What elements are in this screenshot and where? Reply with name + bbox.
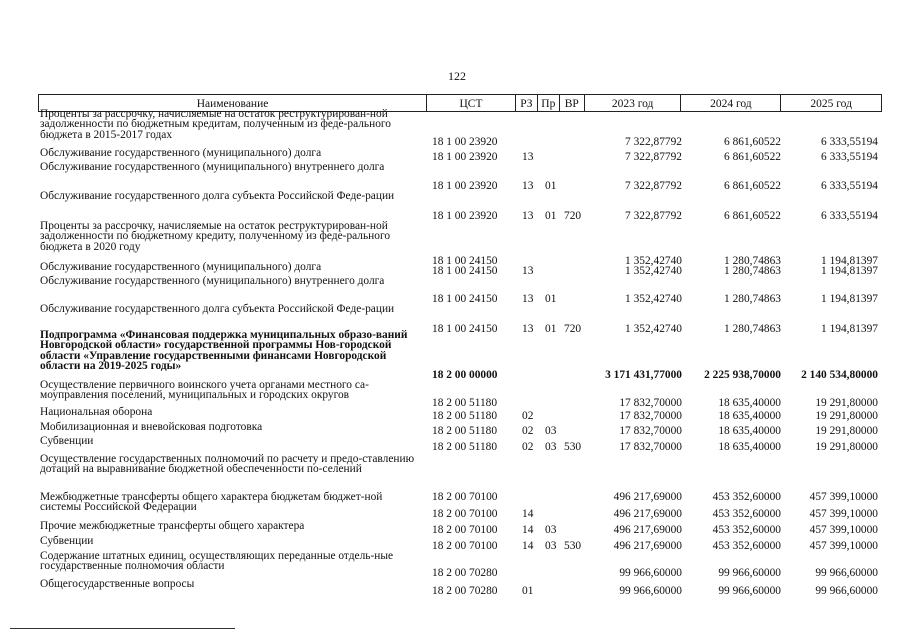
cell-y2025: 1 194,81397 (821, 254, 878, 267)
row-name: Обслуживание государственного (муниципального) долга (40, 261, 322, 273)
cell-y2025: 19 291,80000 (815, 424, 878, 437)
cell-cst: 18 1 00 24150 (432, 322, 498, 335)
cell-y2023: 496 217,69000 (613, 507, 682, 520)
cell-cst: 18 2 00 70280 (432, 584, 498, 597)
cell-y2024: 6 861,60522 (724, 135, 781, 148)
table-row (38, 492, 882, 519)
cell-rz: 13 (522, 150, 534, 163)
cell-rz: 01 (522, 584, 534, 597)
cell-vr: 530 (564, 539, 582, 552)
cell-y2025: 1 194,81397 (821, 264, 878, 277)
cell-rz: 13 (522, 292, 534, 305)
cell-y2025: 19 291,80000 (815, 396, 878, 409)
table-row (38, 521, 882, 535)
cell-y2023: 1 352,42740 (625, 322, 682, 335)
header-pr: Пр (538, 95, 560, 111)
row-name: Общегосударственные вопросы (40, 578, 195, 590)
page-number: 122 (448, 69, 466, 83)
cell-y2023: 496 217,69000 (613, 539, 682, 552)
cell-cst: 18 2 00 51180 (432, 396, 498, 409)
cell-y2024: 453 352,60000 (712, 523, 781, 536)
row-name: Прочие межбюджетные трансферты общего характера (40, 520, 305, 532)
cell-y2024: 453 352,60000 (712, 507, 781, 520)
cell-vr: 720 (564, 322, 582, 335)
row-name: Субвенции (40, 435, 94, 447)
cell-cst: 18 1 00 23920 (432, 150, 498, 163)
cell-cst: 18 2 00 70100 (432, 507, 498, 520)
cell-y2024: 6 861,60522 (724, 209, 781, 222)
cell-rz: 14 (522, 507, 534, 520)
row-name: Межбюджетные трансферты общего характера бюджетам бюджет-ной системы Российской Федерации (40, 491, 383, 514)
cell-rz: 02 (522, 409, 534, 422)
cell-y2025: 6 333,55194 (821, 150, 878, 163)
cell-y2025: 2 140 534,80000 (801, 368, 878, 381)
budget-table (38, 94, 882, 597)
cell-y2024: 6 861,60522 (724, 179, 781, 192)
cell-rz: 14 (522, 523, 534, 536)
cell-y2025: 457 399,10000 (809, 490, 878, 503)
cell-y2023: 7 322,87792 (625, 179, 682, 192)
cell-pr: 03 (545, 523, 557, 536)
cell-y2023: 7 322,87792 (625, 209, 682, 222)
row-name: Осуществление первичного воинского учета органами местного са-моуправления поселений, муниципальных и городских округов (40, 379, 369, 402)
cell-cst: 18 1 00 24150 (432, 264, 498, 277)
cell-cst: 18 2 00 51180 (432, 440, 498, 453)
header-rz: РЗ (516, 95, 538, 111)
cell-y2024: 1 280,74863 (724, 264, 781, 277)
cell-y2024: 1 280,74863 (724, 292, 781, 305)
cell-y2025: 19 291,80000 (815, 409, 878, 422)
cell-cst: 18 2 00 70100 (432, 539, 498, 552)
cell-pr: 01 (545, 322, 557, 335)
cell-rz: 13 (522, 209, 534, 222)
row-name: Обслуживание государственного долга субъекта Российской Феде-рации (40, 303, 395, 315)
cell-y2025: 6 333,55194 (821, 179, 878, 192)
cell-y2023: 7 322,87792 (625, 135, 682, 148)
cell-y2023: 496 217,69000 (613, 490, 682, 503)
row-name: Проценты за рассрочку, начисляемые на остаток реструктурирован-ной задолженности по бюджетному кредиту, полученному из феде-рального бюджета в 2020 году (40, 220, 391, 253)
cell-rz: 02 (522, 440, 534, 453)
cell-y2024: 18 635,40000 (718, 440, 781, 453)
cell-y2025: 1 194,81397 (821, 292, 878, 305)
cell-cst: 18 2 00 51180 (432, 409, 498, 422)
row-name: Обслуживание государственного (муниципального) долга (40, 147, 322, 159)
table-row (38, 330, 882, 380)
cell-rz: 13 (522, 322, 534, 335)
cell-rz: 14 (522, 539, 534, 552)
cell-y2024: 18 635,40000 (718, 424, 781, 437)
cell-y2024: 453 352,60000 (712, 490, 781, 503)
cell-cst: 18 1 00 24150 (432, 292, 498, 305)
row-name: Осуществление государственных полномочий по расчету и предо-ставлению дотаций на выравнивание бюджетной обеспеченности по-селений (40, 453, 415, 476)
row-name: Национальная оборона (40, 406, 153, 418)
header-name: Наименование (39, 95, 427, 111)
cell-y2024: 18 635,40000 (718, 396, 781, 409)
cell-y2023: 1 352,42740 (625, 254, 682, 267)
cell-rz: 02 (522, 424, 534, 437)
header-cst: ЦСТ (427, 95, 516, 111)
table-row (38, 262, 882, 276)
row-name: Содержание штатных единиц, осуществляющих переданные отдель-ные государственные полномочия области (40, 550, 394, 573)
row-name: Субвенции (40, 535, 94, 547)
cell-y2025: 19 291,80000 (815, 440, 878, 453)
table-row (38, 579, 882, 596)
table-row (38, 407, 882, 421)
header-2023: 2023 год (585, 95, 682, 111)
cell-y2024: 1 280,74863 (724, 254, 781, 267)
table-row (38, 436, 882, 452)
table-row (38, 380, 882, 408)
cell-y2023: 99 966,60000 (619, 566, 682, 579)
cell-pr: 01 (545, 209, 557, 222)
row-name: Обслуживание государственного (муниципального) внутреннего долга (40, 161, 385, 173)
cell-y2024: 453 352,60000 (712, 539, 781, 552)
cell-y2025: 457 399,10000 (809, 507, 878, 520)
table-row (38, 109, 882, 147)
cell-y2023: 17 832,70000 (619, 440, 682, 453)
row-name: Обслуживание государственного долга субъекта Российской Феде-рации (40, 190, 395, 202)
cell-cst: 18 2 00 00000 (432, 368, 498, 381)
cell-y2024: 18 635,40000 (718, 409, 781, 422)
cell-y2023: 99 966,60000 (619, 584, 682, 597)
table-row (38, 148, 882, 162)
row-name: Мобилизационная и вневойсковая подготовка (40, 421, 263, 433)
cell-y2024: 2 225 938,70000 (704, 368, 781, 381)
row-name: Подпрограмма «Финансовая поддержка муниципальных образо-ваний Новгородской области» государственной программы Нов-городской области «Управление государственными финансами Новгородской области на 2019-2025 годы» (40, 329, 408, 373)
cell-y2023: 17 832,70000 (619, 424, 682, 437)
cell-y2025: 6 333,55194 (821, 135, 878, 148)
cell-y2023: 496 217,69000 (613, 523, 682, 536)
row-name: Обслуживание государственного (муниципального) внутреннего долга (40, 275, 385, 287)
header-2024: 2024 год (681, 95, 781, 111)
cell-y2024: 99 966,60000 (718, 584, 781, 597)
footnote-divider (10, 628, 235, 629)
cell-y2023: 7 322,87792 (625, 150, 682, 163)
cell-pr: 03 (545, 424, 557, 437)
cell-vr: 530 (564, 440, 582, 453)
cell-y2025: 99 966,60000 (815, 584, 878, 597)
cell-cst: 18 2 00 70280 (432, 566, 498, 579)
cell-rz: 13 (522, 264, 534, 277)
cell-y2024: 99 966,60000 (718, 566, 781, 579)
cell-y2025: 457 399,10000 (809, 523, 878, 536)
row-name: Проценты за рассрочку, начисляемые на остаток реструктурирован-ной задолженности по бюджетным кредитам, полученным из феде-рального бюджета в 2015-2017 годах (40, 108, 392, 141)
cell-vr: 720 (564, 209, 582, 222)
table-row (38, 191, 882, 221)
table-row (38, 162, 882, 191)
cell-y2023: 1 352,42740 (625, 264, 682, 277)
cell-y2023: 1 352,42740 (625, 292, 682, 305)
cell-cst: 18 2 00 51180 (432, 424, 498, 437)
cell-cst: 18 1 00 23920 (432, 135, 498, 148)
header-2025: 2025 год (810, 98, 852, 110)
cell-y2024: 6 861,60522 (724, 150, 781, 163)
table-row (38, 551, 882, 578)
cell-cst: 18 2 00 70100 (432, 523, 498, 536)
cell-cst: 18 1 00 23920 (432, 179, 498, 192)
header-vr: ВР (560, 95, 585, 111)
cell-y2025: 457 399,10000 (809, 539, 878, 552)
cell-y2023: 17 832,70000 (619, 396, 682, 409)
cell-y2025: 1 194,81397 (821, 322, 878, 335)
cell-pr: 01 (545, 292, 557, 305)
cell-y2024: 1 280,74863 (724, 322, 781, 335)
cell-cst: 18 1 00 24150 (432, 254, 498, 267)
cell-cst: 18 2 00 70100 (432, 490, 498, 503)
table-row (38, 422, 882, 436)
table-row (38, 221, 882, 266)
cell-pr: 03 (545, 539, 557, 552)
table-row (38, 536, 882, 551)
cell-y2023: 17 832,70000 (619, 409, 682, 422)
cell-y2023: 3 171 431,77000 (605, 368, 682, 381)
cell-y2025: 99 966,60000 (815, 566, 878, 579)
cell-y2025: 6 333,55194 (821, 209, 878, 222)
table-row (38, 276, 882, 304)
cell-cst: 18 1 00 23920 (432, 209, 498, 222)
cell-pr: 03 (545, 440, 557, 453)
cell-rz: 13 (522, 179, 534, 192)
cell-pr: 01 (545, 179, 557, 192)
